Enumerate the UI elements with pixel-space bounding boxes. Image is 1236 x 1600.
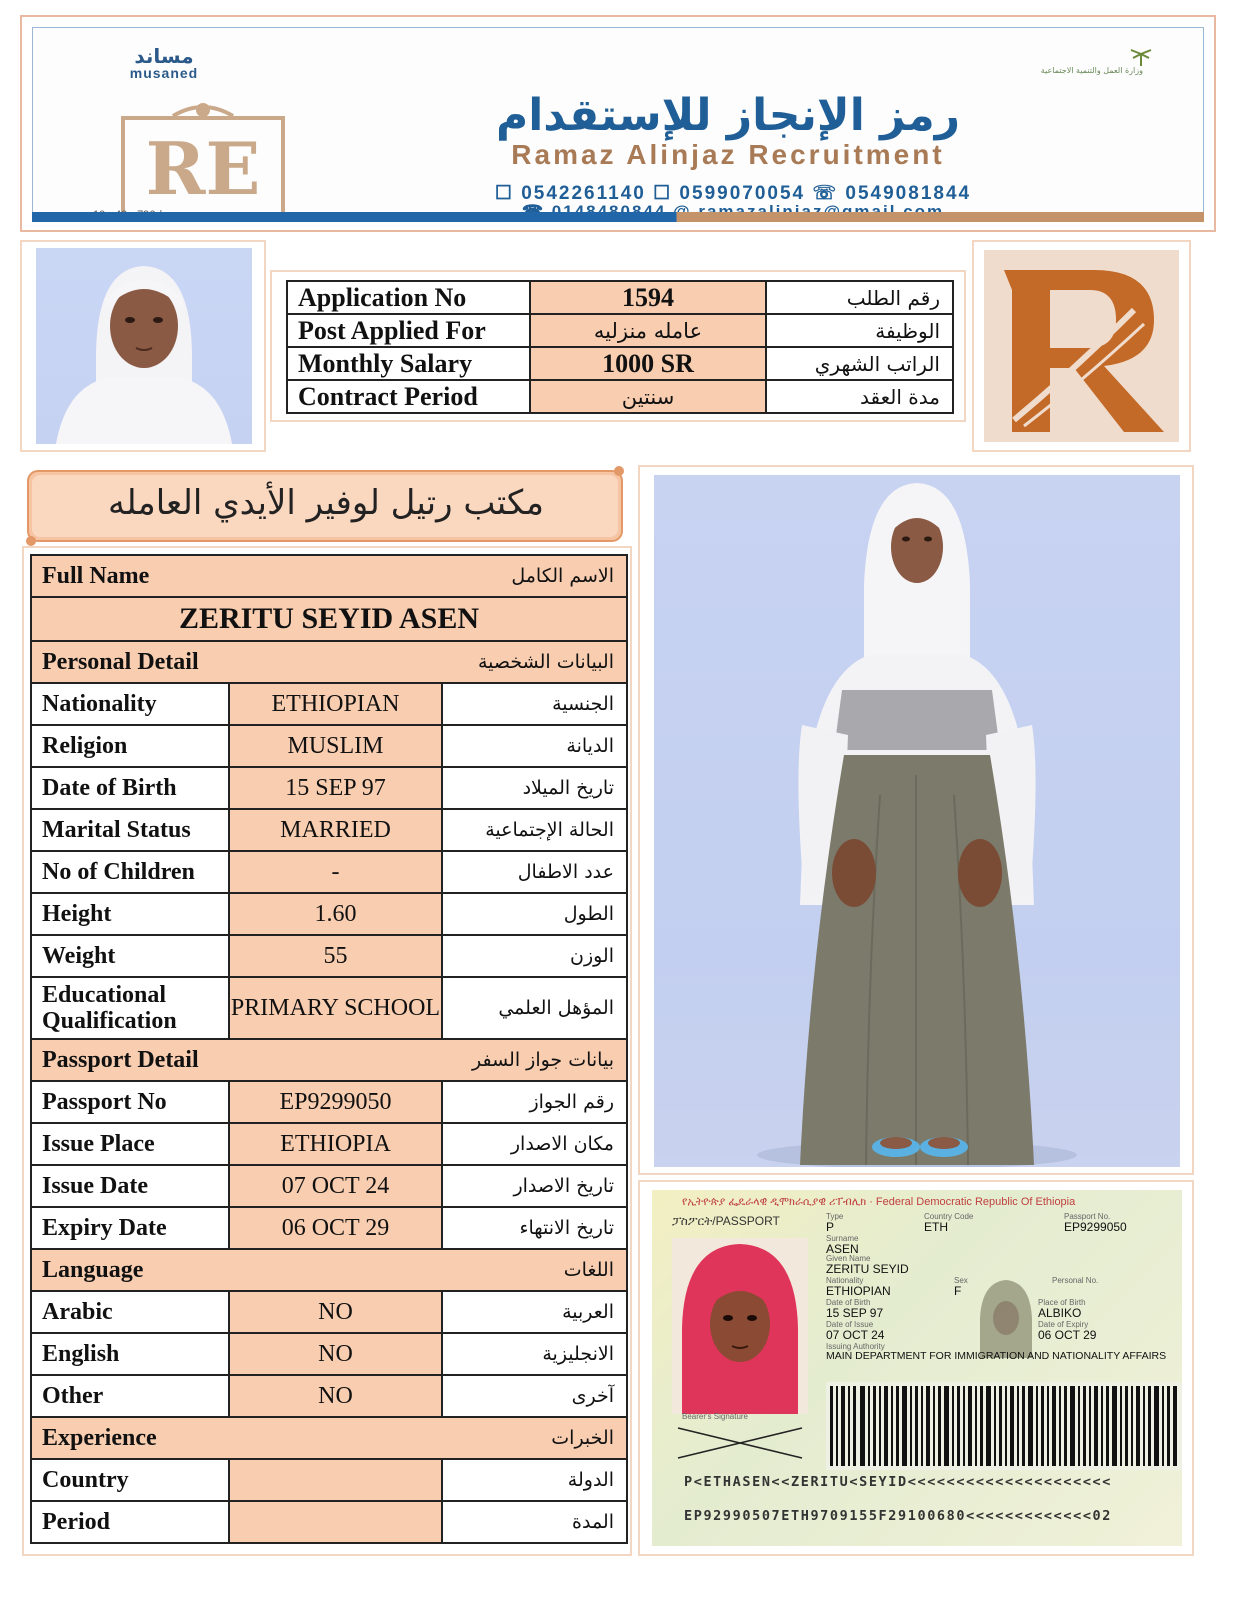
dob-label: Date of Birth: [31, 767, 229, 809]
personal-label-ar: البيانات الشخصية: [477, 651, 614, 673]
contact-phones: ☐ 0542261140 ☐ 0599070054 ☏ 0549081844: [494, 183, 972, 204]
language-label: Language: [42, 1257, 144, 1283]
detail-row: [31, 1375, 627, 1417]
application-no-label-ar: رقم الطلب: [766, 281, 953, 314]
detail-row: [31, 893, 627, 935]
surname-value: ASEN: [826, 1242, 859, 1256]
surname-label: Surname: [826, 1234, 859, 1243]
experience-header: [31, 1417, 627, 1459]
passport-barcode: [826, 1382, 1182, 1470]
sex-value: F: [954, 1284, 962, 1298]
portrait-photo: [36, 248, 252, 444]
detail-row: [31, 1459, 627, 1501]
salary-label: Monthly Salary: [287, 347, 530, 380]
full-body-figure: [654, 475, 1180, 1167]
personal-header-row: [31, 641, 627, 683]
application-no-value: 1594: [530, 281, 765, 314]
experience-label-ar: الخبرات: [551, 1427, 614, 1449]
english-label: English: [31, 1333, 229, 1375]
detail-row: [31, 767, 627, 809]
nationality-label: Nationality: [31, 683, 229, 725]
authority-value: MAIN DEPARTMENT FOR IMMIGRATION AND NATIONALITY AFFAIRS: [826, 1350, 1167, 1362]
detail-row: [31, 1165, 627, 1207]
children-label: No of Children: [31, 851, 229, 893]
detail-row: [31, 683, 627, 725]
portrait-photo-frame: [20, 240, 266, 452]
passport-no-label: Passport No: [31, 1081, 229, 1123]
weight-label: Weight: [31, 935, 229, 977]
full-body-photo-frame: [638, 465, 1194, 1175]
english-label-ar: الانجليزية: [442, 1333, 627, 1375]
country-value: [229, 1459, 442, 1501]
children-value: -: [229, 851, 442, 893]
full-body-photo: [654, 475, 1180, 1167]
expiry-date-label-ar: تاريخ الانتهاء: [442, 1207, 627, 1249]
musaned-logo: [99, 46, 229, 80]
religion-value: MUSLIM: [229, 725, 442, 767]
sex-label: Sex: [954, 1276, 968, 1285]
full-name-value: ZERITU SEYID ASEN: [31, 597, 627, 641]
re-company-logo: [113, 98, 293, 218]
religion-label-ar: الديانة: [442, 725, 627, 767]
issue-place-label-ar: مكان الاصدار: [442, 1123, 627, 1165]
detail-row: [31, 725, 627, 767]
passport-portrait: [672, 1238, 808, 1414]
passport-number-value: EP9299050: [1064, 1220, 1127, 1234]
doe-label: Date of Expiry: [1038, 1320, 1089, 1329]
nationality-value-pp: ETHIOPIAN: [826, 1284, 891, 1298]
full-name-row: [31, 597, 627, 641]
passport-header-row: [31, 1039, 627, 1081]
application-table: [286, 280, 954, 414]
doi-value: 07 OCT 24: [826, 1328, 885, 1342]
arabic-label-ar: العربية: [442, 1291, 627, 1333]
nationality-label-ar: الجنسية: [442, 683, 627, 725]
r-logo-frame: [972, 240, 1191, 452]
passport-no-value: EP9299050: [229, 1081, 442, 1123]
contract-value: سنتين: [530, 380, 765, 413]
mrz-line-2: EP92990507ETH9709155F29100680<<<<<<<<<<<<<02: [684, 1508, 1113, 1524]
nationality-value: ETHIOPIAN: [229, 683, 442, 725]
passport-label-ar: بيانات جواز السفر: [472, 1049, 614, 1071]
portrait-figure: [36, 248, 252, 444]
ministry-name: وزارة العمل والتنمية الاجتماعية: [1040, 66, 1143, 75]
detail-row: [31, 851, 627, 893]
height-value: 1.60: [229, 893, 442, 935]
detail-row: [31, 809, 627, 851]
detail-row: [31, 1333, 627, 1375]
application-info-box: [270, 270, 966, 422]
marital-value: MARRIED: [229, 809, 442, 851]
passport-doc-label: ፓስፖርት/PASSPORT: [672, 1214, 780, 1228]
education-label: Educational Qualification: [31, 977, 229, 1039]
application-no-label: Application No: [287, 281, 530, 314]
other-language-label: Other: [31, 1375, 229, 1417]
application-row: [287, 347, 953, 380]
brand-name-arabic: رمز الإنجاز للإستقدام: [495, 90, 961, 141]
nationality-label-pp: Nationality: [826, 1276, 864, 1285]
height-label: Height: [31, 893, 229, 935]
full-name-label: Full Name: [42, 563, 150, 589]
post-label-ar: الوظيفة: [766, 314, 953, 347]
expiry-date-value: 06 OCT 29: [229, 1207, 442, 1249]
pob-label: Place of Birth: [1038, 1298, 1086, 1307]
application-row: [287, 281, 953, 314]
marital-label-ar: الحالة الإجتماعية: [442, 809, 627, 851]
other-language-value: NO: [229, 1375, 442, 1417]
bearer-signature: [672, 1420, 808, 1460]
type-label: Type: [826, 1212, 844, 1221]
english-value: NO: [229, 1333, 442, 1375]
issue-date-value: 07 OCT 24: [229, 1165, 442, 1207]
experience-label: Experience: [42, 1425, 157, 1451]
country-code-value: ETH: [924, 1220, 948, 1234]
education-value: PRIMARY SCHOOL: [229, 977, 442, 1039]
arabic-label: Arabic: [31, 1291, 229, 1333]
country-code-label: Country Code: [924, 1212, 974, 1221]
period-label: Period: [31, 1501, 229, 1543]
musaned-logo-english: musaned: [129, 65, 199, 81]
palm-icon: [1033, 48, 1163, 68]
detail-row: [31, 1081, 627, 1123]
passport-issuer: የኢትዮጵያ ፌዴራላዊ ዲሞክራሲያዊ ሪፐብሊክ · Federal Democratic Republic Of Ethiopia: [682, 1196, 1076, 1208]
weight-value: 55: [229, 935, 442, 977]
height-label-ar: الطول: [442, 893, 627, 935]
applicant-details-table: [30, 554, 628, 1544]
personal-no-label: Personal No.: [1052, 1276, 1099, 1285]
children-label-ar: عدد الاطفال: [442, 851, 627, 893]
personal-label: Personal Detail: [42, 649, 199, 675]
personal-header: [31, 641, 627, 683]
marital-label: Marital Status: [31, 809, 229, 851]
passport-photo: [672, 1238, 808, 1414]
weight-label-ar: الوزن: [442, 935, 627, 977]
r-logo: [984, 250, 1179, 442]
detail-row: [31, 1207, 627, 1249]
banner-color-bar: [32, 212, 1204, 222]
musaned-logo-arabic: مساند: [134, 44, 194, 68]
ghost-portrait: [976, 1278, 1036, 1358]
education-label-ar: المؤهل العلمي: [442, 977, 627, 1039]
country-label: Country: [31, 1459, 229, 1501]
passport-ghost-photo: [976, 1278, 1036, 1358]
post-label: Post Applied For: [287, 314, 530, 347]
type-value: P: [826, 1220, 835, 1234]
dob-value-pp: 15 SEP 97: [826, 1306, 884, 1320]
arabic-value: NO: [229, 1291, 442, 1333]
r-letter-icon: [984, 250, 1179, 442]
detail-row: [31, 1501, 627, 1543]
dob-value: 15 SEP 97: [229, 767, 442, 809]
language-header-row: [31, 1249, 627, 1291]
application-row: [287, 380, 953, 413]
period-value: [229, 1501, 442, 1543]
full-name-label-ar: الاسم الكامل: [511, 565, 614, 587]
given-name-value: ZERITU SEYID: [826, 1262, 909, 1276]
signature-label: Bearer's Signature: [682, 1412, 749, 1421]
language-label-ar: اللغات: [563, 1259, 614, 1281]
issue-place-value: ETHIOPIA: [229, 1123, 442, 1165]
letterhead-inner: [32, 27, 1204, 222]
doe-value: 06 OCT 29: [1038, 1328, 1097, 1342]
detail-row: [31, 1291, 627, 1333]
letterhead-banner: [20, 15, 1216, 232]
issue-date-label-ar: تاريخ الاصدار: [442, 1165, 627, 1207]
country-label-ar: الدولة: [442, 1459, 627, 1501]
detail-row: [31, 935, 627, 977]
expiry-date-label: Expiry Date: [31, 1207, 229, 1249]
passport-label: Passport Detail: [42, 1047, 199, 1073]
passport-no-label-ar: رقم الجواز: [442, 1081, 627, 1123]
dob-label-pp: Date of Birth: [826, 1298, 871, 1307]
language-header: [31, 1249, 627, 1291]
issue-date-label: Issue Date: [31, 1165, 229, 1207]
contract-label-ar: مدة العقد: [766, 380, 953, 413]
post-value: عامله منزليه: [530, 314, 765, 347]
ministry-logo: [1033, 48, 1163, 88]
brand-name-english: Ramaz Alinjaz Recruitment: [511, 139, 945, 170]
full-name-header: [31, 555, 627, 597]
svg-text:RE: RE: [145, 126, 261, 211]
passport-number-label: Passport No.: [1064, 1212, 1111, 1221]
detail-row: [31, 977, 627, 1039]
passport-scan-frame: [638, 1180, 1194, 1556]
office-title: مكتب رتيل لوفير الأيدي العامله: [108, 483, 544, 523]
application-row: [287, 314, 953, 347]
mrz-line-1: P<ETHASEN<<ZERITU<SEYID<<<<<<<<<<<<<<<<<<<<<: [684, 1474, 1113, 1490]
doi-label: Date of Issue: [826, 1320, 874, 1329]
issue-place-label: Issue Place: [31, 1123, 229, 1165]
detail-row: [31, 1123, 627, 1165]
given-name-label: Given Name: [826, 1254, 871, 1263]
salary-value: 1000 SR: [530, 347, 765, 380]
other-language-label-ar: آخرى: [442, 1375, 627, 1417]
period-label-ar: المدة: [442, 1501, 627, 1543]
authority-label: Issuing Authority: [826, 1342, 885, 1351]
religion-label: Religion: [31, 725, 229, 767]
full-name-header-row: [31, 555, 627, 597]
dob-label-ar: تاريخ الميلاد: [442, 767, 627, 809]
passport-scan: [652, 1190, 1182, 1546]
pob-value: ALBIKO: [1038, 1306, 1082, 1320]
passport-header: [31, 1039, 627, 1081]
experience-header-row: [31, 1417, 627, 1459]
contract-label: Contract Period: [287, 380, 530, 413]
salary-label-ar: الراتب الشهري: [766, 347, 953, 380]
